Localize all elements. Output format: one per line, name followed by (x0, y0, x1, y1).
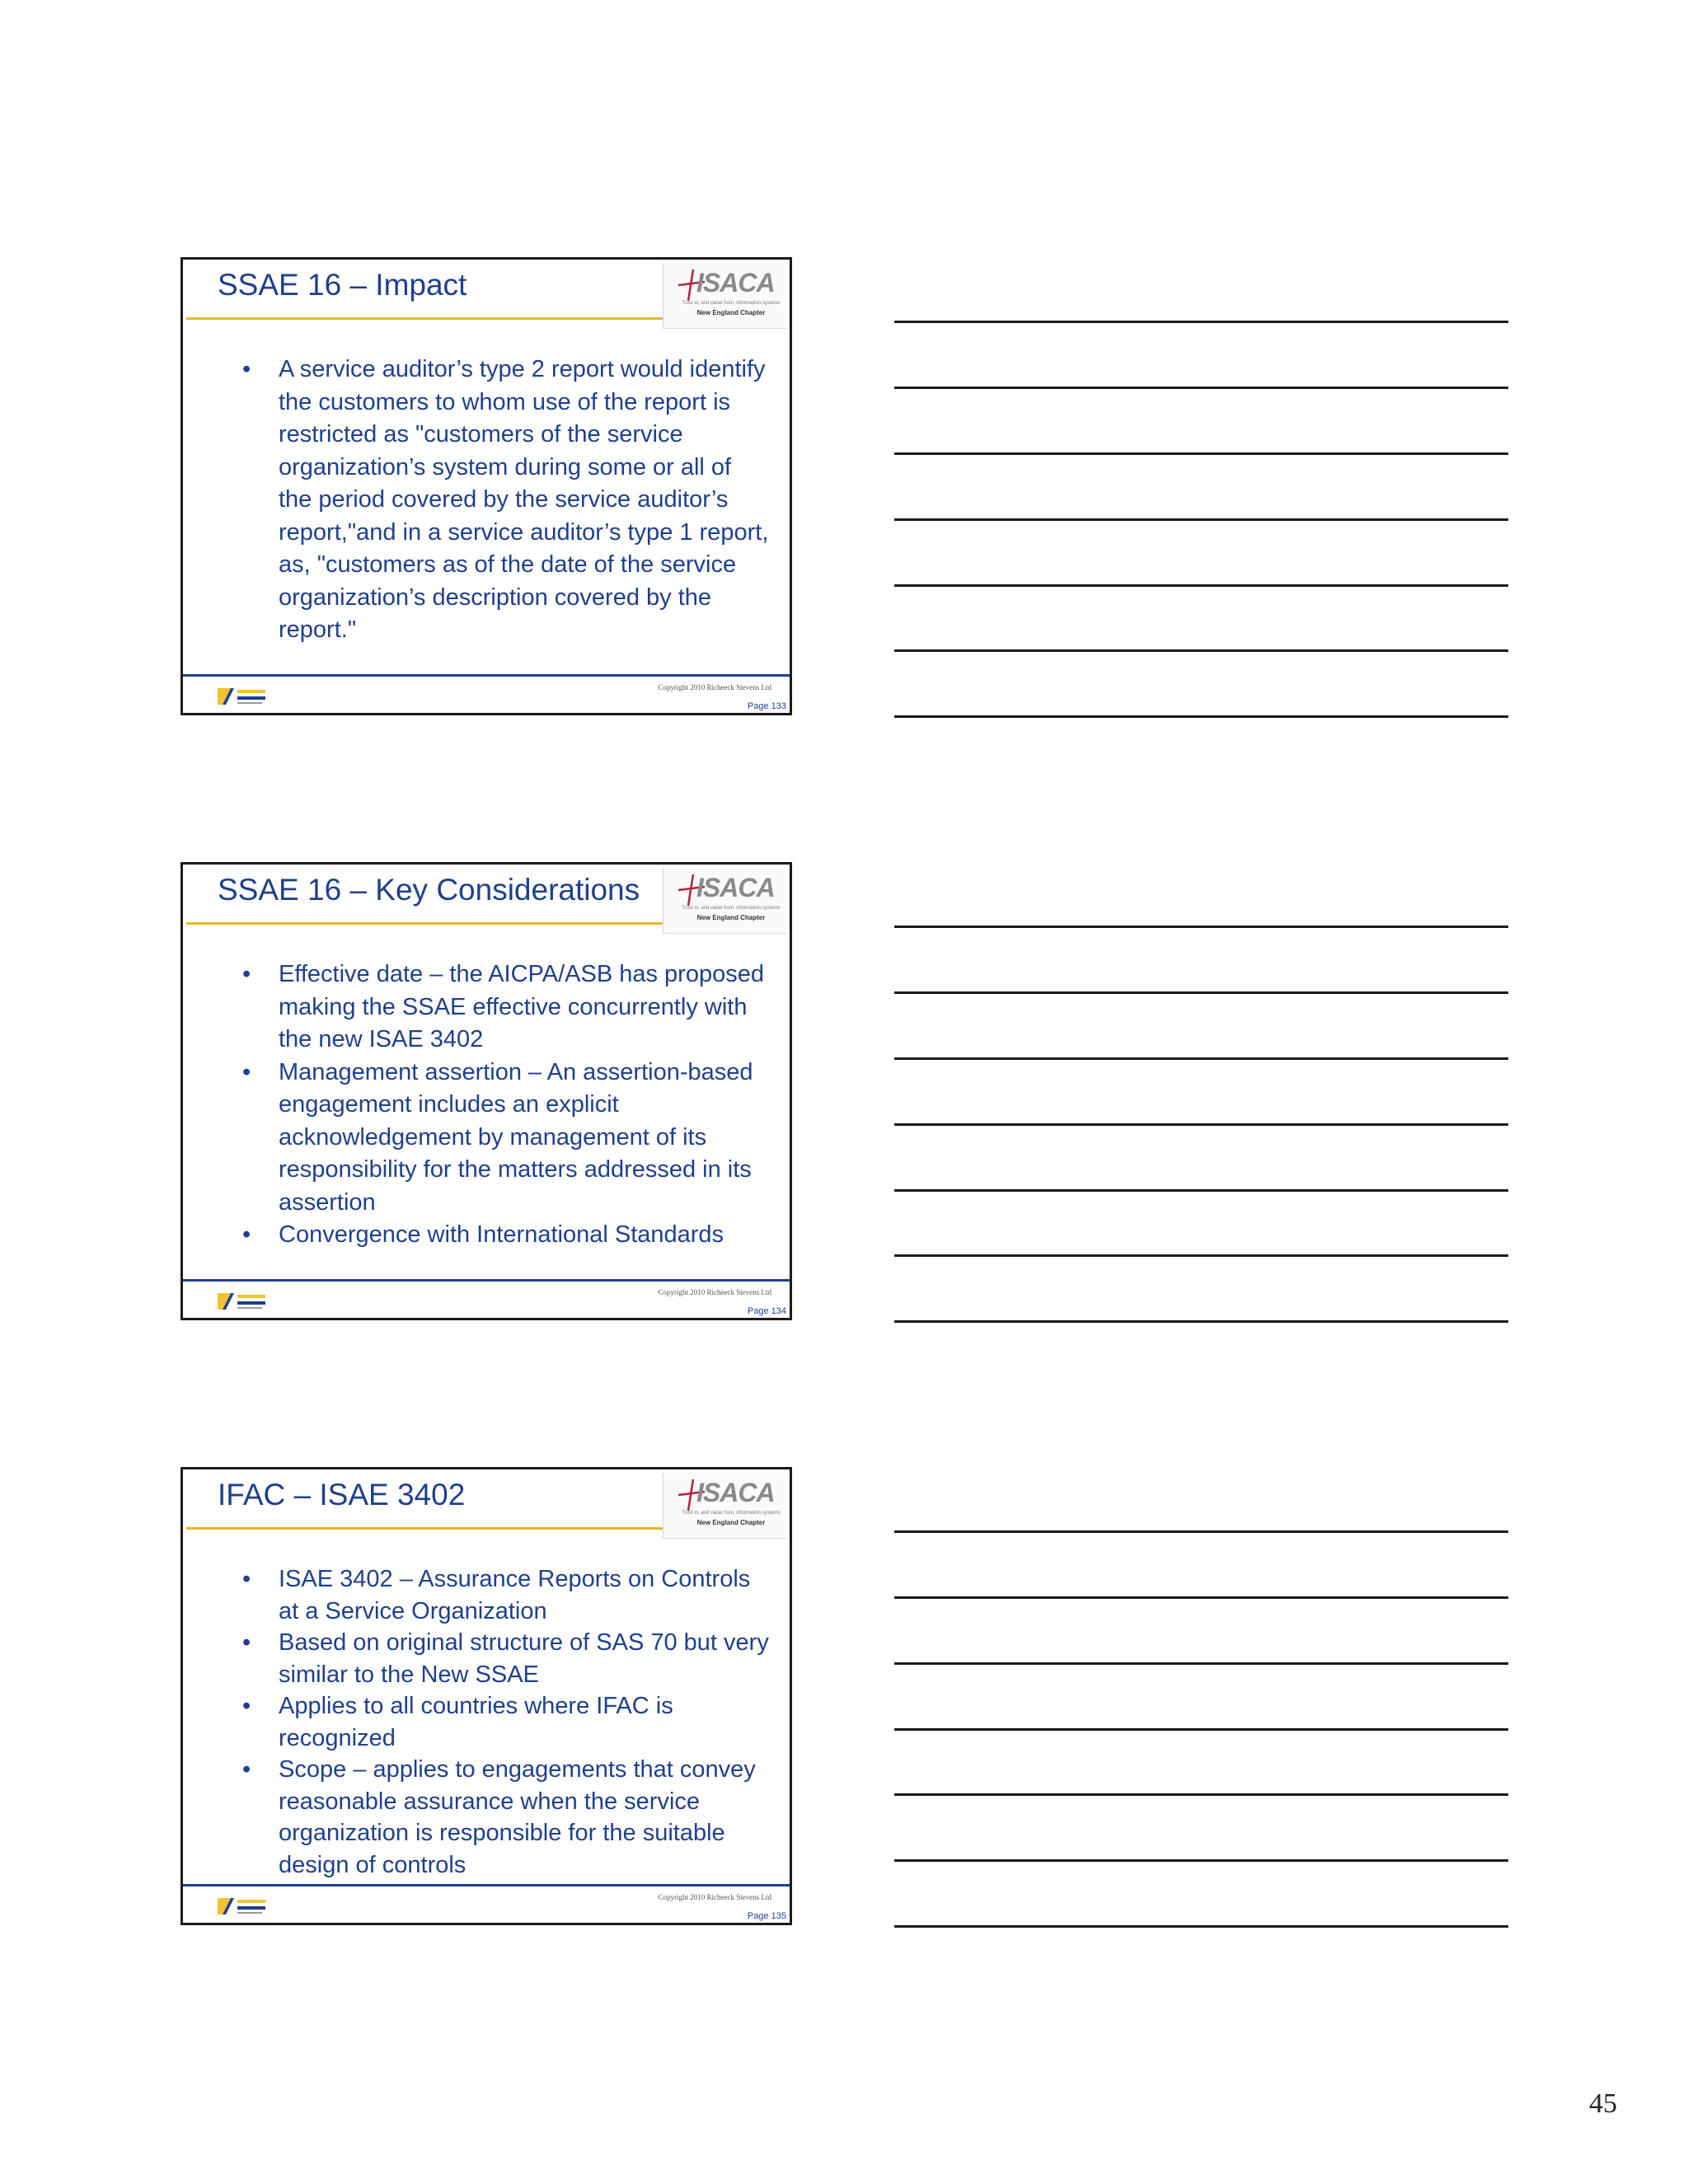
notes-line (894, 1662, 1508, 1665)
footer-rule (183, 1884, 790, 1886)
logo-chapter: New England Chapter (696, 309, 766, 316)
slide-title: SSAE 16 – Key Considerations (218, 873, 640, 907)
bullet-text: ISAE 3402 – Assurance Reports on Controls at a Service Organization (279, 1566, 751, 1624)
notes-line (894, 1925, 1508, 1928)
bullet-text: Management assertion – An assertion-based engagement includes an explicit acknowledgement by management of its responsibility for the matters addressed in its assertion (279, 1058, 753, 1216)
isaca-logo (663, 263, 786, 329)
notes-line (894, 1530, 1508, 1533)
notes-line (894, 715, 1508, 718)
slide-135 (181, 1467, 792, 1925)
bullet-item (242, 1563, 770, 1627)
logo-tagline: Trust in, and value from, information systems (682, 906, 781, 911)
notes-line (894, 991, 1508, 994)
notes-line (894, 1189, 1508, 1192)
bullet-list (242, 354, 770, 647)
logo-tagline: Trust in, and value from, information systems (682, 1511, 781, 1516)
notes-line (894, 1728, 1508, 1731)
isaca-logo (663, 1473, 786, 1539)
bullet-item (242, 1627, 770, 1690)
notes-line (894, 1793, 1508, 1796)
richeeck-stevens-logo-icon (216, 1290, 269, 1313)
logo-chapter: New England Chapter (696, 914, 766, 921)
bullet-text: A service auditor’s type 2 report would identify the customers to whom use of the report is restricted as "customers of the service organization’s system during some or all of the period covered by the service auditor’s report,"and in a service auditor’s type 1 report, as, "customers as of the date of the service organization’s description covered by the report." (279, 356, 769, 643)
notes-line (894, 584, 1508, 587)
bullet-icon: • (242, 1756, 251, 1783)
logo-wordmark: ISACA (696, 873, 775, 902)
notes-line (894, 1123, 1508, 1126)
bullet-icon: • (242, 961, 251, 987)
bullet-item (242, 1690, 770, 1754)
slide-title: SSAE 16 – Impact (218, 268, 467, 302)
bullet-text: Convergence with International Standards (279, 1221, 724, 1248)
footer-rule (183, 674, 790, 677)
slide-page-label: Page 135 (747, 1911, 786, 1921)
bullet-text: Applies to all countries where IFAC is recognized (279, 1693, 673, 1751)
bullet-icon: • (242, 1566, 251, 1592)
slide-133 (181, 257, 792, 715)
bullet-icon: • (242, 356, 251, 382)
isaca-logo (663, 868, 786, 934)
notes-line (894, 321, 1508, 323)
bullet-item (242, 1057, 770, 1220)
notes-line (894, 1320, 1508, 1323)
slide-134 (181, 862, 792, 1320)
notes-line (894, 649, 1508, 652)
footer-rule (183, 1279, 790, 1282)
logo-tagline: Trust in, and value from, information systems (682, 301, 781, 306)
notes-line (894, 1057, 1508, 1060)
bullet-item (242, 354, 770, 647)
copyright-text: Copyright 2010 Richeeck Stevens Ltd (658, 683, 771, 691)
bullet-list (242, 1563, 770, 1881)
title-rule (186, 1527, 666, 1530)
bullet-text: Based on original structure of SAS 70 but very similar to the New SSAE (279, 1629, 769, 1688)
slide-page-label: Page 133 (747, 701, 786, 711)
notes-line (894, 1254, 1508, 1257)
bullet-item (242, 1219, 770, 1252)
bullet-icon: • (242, 1221, 251, 1248)
notes-line (894, 387, 1508, 389)
bullet-icon: • (242, 1058, 251, 1085)
logo-wordmark: ISACA (696, 1478, 775, 1507)
bullet-item (242, 958, 770, 1057)
richeeck-stevens-logo-icon (216, 685, 269, 708)
richeeck-stevens-logo-icon (216, 1895, 269, 1918)
title-rule (186, 317, 666, 320)
notes-line (894, 452, 1508, 455)
notes-line (894, 1859, 1508, 1862)
slide-page-label: Page 134 (747, 1306, 786, 1316)
logo-chapter: New England Chapter (696, 1519, 766, 1526)
bullet-icon: • (242, 1693, 251, 1719)
notes-line (894, 926, 1508, 928)
notes-line (894, 518, 1508, 521)
notes-line (894, 1596, 1508, 1599)
bullet-item (242, 1754, 770, 1881)
copyright-text: Copyright 2010 Richeeck Stevens Ltd (658, 1288, 771, 1296)
title-rule (186, 922, 666, 925)
bullet-text: Scope – applies to engagements that convey reasonable assurance when the service organization is responsible for the suitable design of controls (279, 1756, 756, 1878)
bullet-icon: • (242, 1629, 251, 1656)
page-number: 45 (1589, 2088, 1617, 2119)
slide-title: IFAC – ISAE 3402 (218, 1478, 466, 1511)
bullet-list (242, 958, 770, 1252)
logo-wordmark: ISACA (696, 268, 775, 298)
copyright-text: Copyright 2010 Richeeck Stevens Ltd (658, 1893, 771, 1901)
bullet-text: Effective date – the AICPA/ASB has proposed making the SSAE effective concurrently with the new ISAE 3402 (279, 961, 764, 1052)
